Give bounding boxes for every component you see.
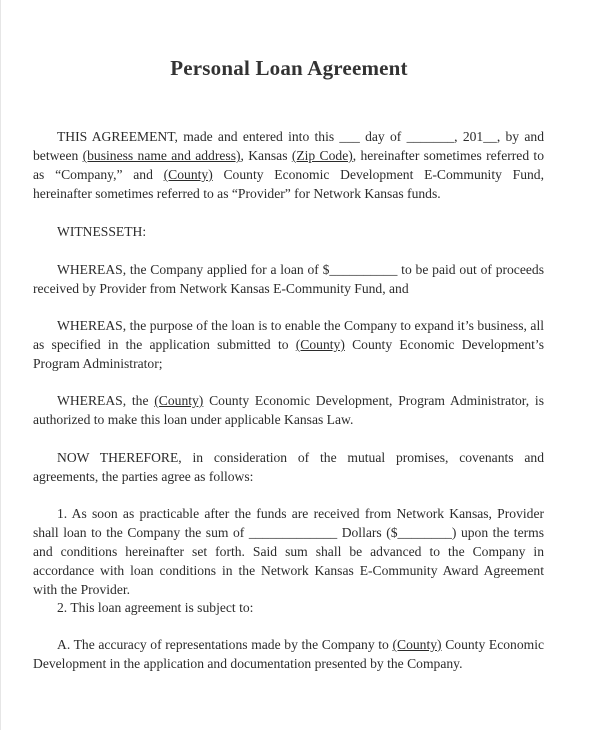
whereas3-text-1: WHEREAS, the [57,393,155,408]
witnesseth-heading: WITNESSETH: [57,224,147,239]
clause-2a-text-2: County Economic Development in the application and documentation presented by the Company. [33,637,544,671]
business-name-placeholder: (business name and address) [82,148,241,163]
now-therefore-paragraph: NOW THEREFORE, in consideration of the mutual promises, covenants and agreements, the parties agree as follows: [33,450,544,484]
whereas-paragraph-1: WHEREAS, the Company applied for a loan of $__________ to be paid out of proceeds received by Provider from Network Kansas E-Community Fund, and [33,262,544,296]
county-placeholder: (County) [392,637,442,652]
whereas3-text-2: County Economic Development, Program Administrator, is authorized to make this loan under applicable Kansas Law. [33,393,544,427]
county-placeholder: (County) [163,167,213,182]
zip-code-placeholder: (Zip Code) [291,148,353,163]
intro-text-4: County Economic Development E-Community Fund, hereinafter sometimes referred to as “Provider” for Network Kansas funds. [33,167,544,201]
intro-text-2: , Kansas [240,148,292,163]
clause-1: 1. As soon as practicable after the funds are received from Network Kansas, Provider shall loan to the Company the sum of _____________ Dollars ($________) upon the terms and conditions hereinafter set forth. Said sum shall be advanced to the Company in accordance with loan conditions in the Network Kansas E-Community Award Agreement with the Provider. [33,506,544,597]
county-placeholder: (County) [295,337,345,352]
document-title: Personal Loan Agreement [170,56,408,80]
intro-paragraph [33,127,544,203]
intro-text-3: , hereinafter sometimes referred to as “Company,” and [33,148,545,182]
clause-2a-text-1: A. The accuracy of representations made by the Company to [57,637,393,652]
intro-text-1: THIS AGREEMENT, made and entered into this ___ day of _______, 201__, by and between [33,129,544,163]
county-placeholder: (County) [154,393,204,408]
clause-2a [33,635,544,673]
whereas-paragraph-2 [33,316,544,373]
whereas2-text-2: County Economic Development’s Program Administrator; [33,337,544,371]
whereas2-text-1: WHEREAS, the purpose of the loan is to enable the Company to expand it’s business, all as specified in the application submitted to [33,318,544,352]
clause-2: 2. This loan agreement is subject to: [57,600,254,615]
whereas-paragraph-3 [33,391,544,429]
